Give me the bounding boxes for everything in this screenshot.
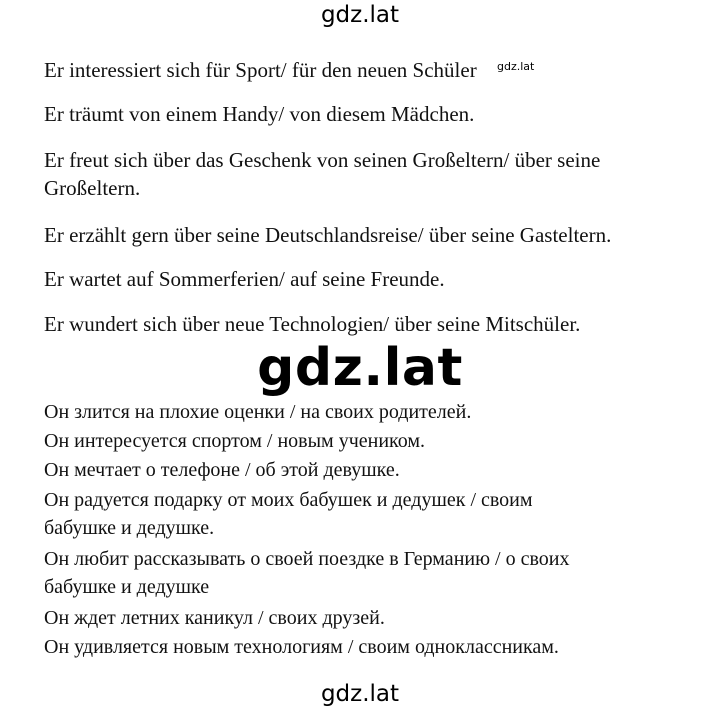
german-sentence-5: Er wartet auf Sommerferien/ auf seine Freunde. [44, 267, 445, 291]
russian-sentence-2: Он интересуется спортом / новым учеником. [44, 430, 426, 452]
german-sentence-1: Er interessiert sich für Sport/ für den neuen Schüler [44, 58, 477, 82]
german-sentence-6: Er wundert sich über neue Technologien/ über seine Mitschüler. [44, 312, 581, 336]
russian-sentence-5: Он любит рассказывать о своей поездке в Германию / о своих бабушке и дедушке [44, 548, 570, 598]
russian-sentence-3: Он мечтает о телефоне / об этой девушке. [44, 459, 400, 481]
german-sentence-3: Er freut sich über das Geschenk von seinen Großeltern/ über seine Großeltern. [44, 148, 601, 200]
watermark-bottom: gdz.lat [320, 681, 400, 707]
watermark-middle: gdz.lat [257, 338, 463, 398]
watermark-top: gdz.lat [320, 2, 400, 28]
german-sentence-2: Er träumt von einem Handy/ von diesem Mädchen. [44, 102, 475, 126]
russian-sentence-6: Он ждет летних каникул / своих друзей. [44, 607, 385, 629]
watermark-inline: gdz.lat [497, 60, 535, 73]
russian-sentence-4: Он радуется подарку от моих бабушек и дедушек / своим бабушке и дедушке. [44, 489, 533, 539]
russian-sentence-7: Он удивляется новым технологиям / своим одноклассникам. [44, 636, 559, 658]
russian-sentence-1: Он злится на плохие оценки / на своих родителей. [44, 401, 472, 423]
german-sentence-4: Er erzählt gern über seine Deutschlandsreise/ über seine Gasteltern. [44, 223, 612, 247]
